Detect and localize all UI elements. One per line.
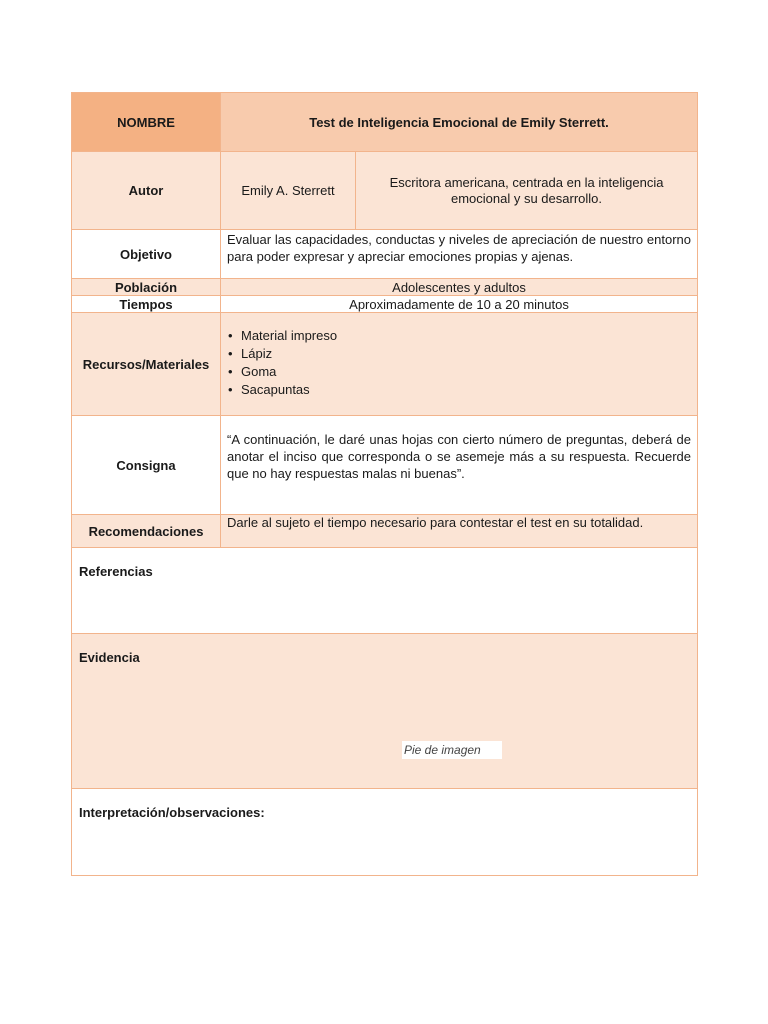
poblacion-text: Adolescentes y adultos	[221, 279, 698, 296]
recursos-label: Recursos/Materiales	[72, 313, 221, 416]
poblacion-label: Población	[72, 279, 221, 296]
tiempos-label: Tiempos	[72, 296, 221, 313]
interpretacion-section: Interpretación/observaciones:	[72, 789, 698, 876]
test-title: Test de Inteligencia Emocional de Emily Sterrett.	[221, 93, 698, 152]
referencias-section: Referencias	[72, 548, 698, 634]
image-caption[interactable]: Pie de imagen	[402, 741, 502, 759]
tiempos-text: Aproximadamente de 10 a 20 minutos	[221, 296, 698, 313]
evidencia-label: Evidencia	[79, 650, 140, 665]
autor-description: Escritora americana, centrada en la inteligencia emocional y su desarrollo.	[356, 152, 698, 230]
nombre-label: NOMBRE	[72, 93, 221, 152]
consigna-label: Consigna	[72, 416, 221, 515]
recursos-list	[221, 327, 697, 399]
list-item: • Sacapuntas	[241, 381, 697, 399]
recomendaciones-label: Recomendaciones	[72, 515, 221, 548]
autor-label: Autor	[72, 152, 221, 230]
objetivo-text: Evaluar las capacidades, conductas y niveles de apreciación de nuestro entorno para poder expresar y apreciar emociones propias y ajenas.	[221, 230, 698, 279]
list-item: • Material impreso	[241, 327, 697, 345]
test-info-table	[71, 92, 698, 876]
consigna-text: “A continuación, le daré unas hojas con cierto número de preguntas, deberá de anotar el inciso que corresponda o se asemeje más a su respuesta. Recuerde que no hay respuestas malas ni buenas”.	[221, 416, 698, 515]
autor-name: Emily A. Sterrett	[221, 152, 356, 230]
list-item: • Goma	[241, 363, 697, 381]
objetivo-label: Objetivo	[72, 230, 221, 279]
recursos-list-cell	[221, 313, 698, 416]
evidencia-section	[72, 634, 698, 789]
recomendaciones-text: Darle al sujeto el tiempo necesario para contestar el test en su totalidad.	[221, 515, 698, 548]
list-item: • Lápiz	[241, 345, 697, 363]
